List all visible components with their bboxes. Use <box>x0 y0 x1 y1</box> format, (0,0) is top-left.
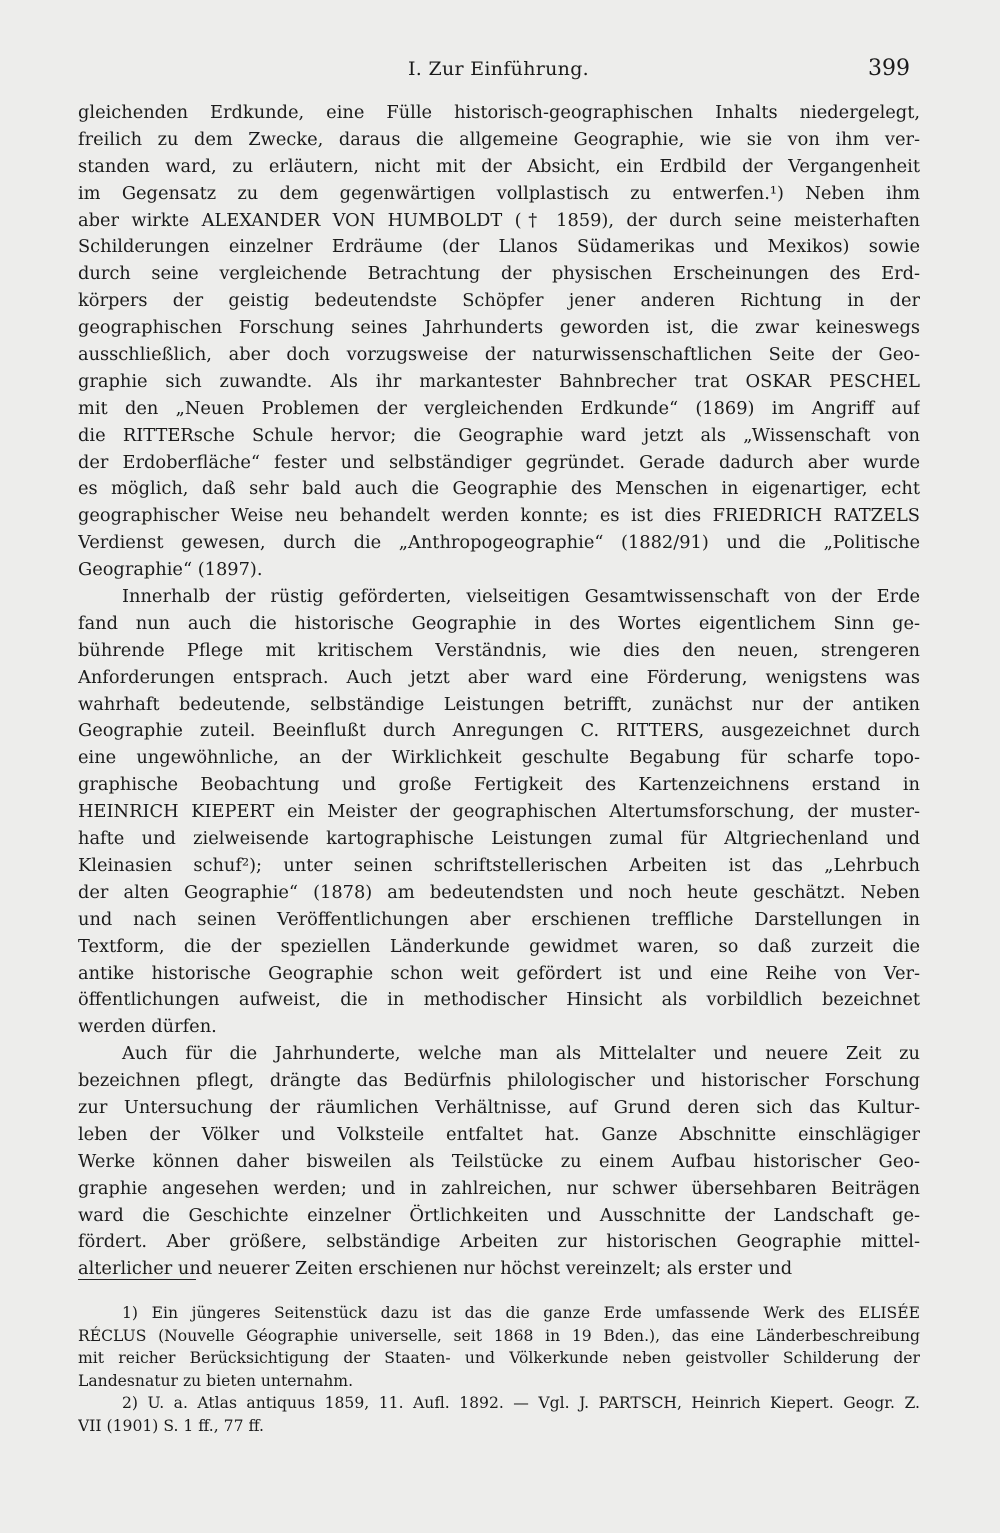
body-line: zur Untersuchung der räumlichen Verhältnisse, auf Grund deren sich das Kultur- <box>78 1096 920 1118</box>
body-line: Anforderungen entsprach. Auch jetzt aber ward eine Förderung, wenigstens was <box>78 666 920 688</box>
body-line: Geographie zuteil. Beeinflußt durch Anregungen C. RITTERS, ausgezeichnet durch <box>78 720 920 742</box>
body-line: HEINRICH KIEPERT ein Meister der geographischen Altertumsforschung, der muster- <box>78 801 920 823</box>
body-line: alterlicher und neuerer Zeiten erschienen nur höchst vereinzelt; als erster und <box>78 1258 793 1280</box>
body-line: bührende Pflege mit kritischem Verständnis, wie dies den neuen, strengeren <box>78 639 920 661</box>
body-line: aber wirkte ALEXANDER VON HUMBOLDT († 1859), der durch seine meisterhaften <box>78 209 920 231</box>
body-line: durch seine vergleichende Betrachtung der physischen Erscheinungen des Erd- <box>78 263 920 285</box>
body-line: die RITTERsche Schule hervor; die Geographie ward jetzt als „Wissenschaft von <box>78 424 920 446</box>
body-line: gleichenden Erdkunde, eine Fülle historisch-geographischen Inhalts niedergelegt, <box>78 102 920 123</box>
body-line: graphie sich zuwandte. Als ihr markantester Bahnbrecher trat OSKAR PESCHEL <box>78 370 920 392</box>
body-line: im Gegensatz zu dem gegenwärtigen vollplastisch zu entwerfen.¹) Neben ihm <box>78 182 920 204</box>
body-line: Werke können daher bisweilen als Teilstücke zu einem Aufbau historischer Geo- <box>78 1150 920 1172</box>
body-text <box>78 100 920 1283</box>
body-line: graphie angesehen werden; und in zahlreichen, nur schwer übersehbaren Beiträgen <box>78 1177 920 1199</box>
body-line: eine ungewöhnliche, an der Wirklichkeit geschulte Begabung für scharfe topo- <box>78 747 920 769</box>
body-line: ausschließlich, aber doch vorzugsweise der naturwissenschaftlichen Seite der Geo- <box>78 344 920 366</box>
body-line: ward die Geschichte einzelner Örtlichkeiten und Ausschnitte der Landschaft ge- <box>78 1204 920 1226</box>
page-header <box>78 56 918 88</box>
page-number: 399 <box>868 56 910 81</box>
footnotes <box>78 1302 920 1438</box>
body-line: Textform, die der speziellen Länderkunde gewidmet waren, so daß zurzeit die <box>78 935 920 957</box>
body-line: Kleinasien schuf²); unter seinen schriftstellerischen Arbeiten ist das „Lehrbuch <box>78 854 920 876</box>
body-line: Geographie“ (1897). <box>78 559 263 581</box>
body-line: fördert. Aber größere, selbständige Arbeiten zur historischen Geographie mittel- <box>78 1231 920 1253</box>
footnote-line: RÉCLUS (Nouvelle Géographie universelle, seit 1868 in 19 Bden.), das eine Länderbeschreibung <box>78 1326 920 1345</box>
body-line: antike historische Geographie schon weit gefördert ist und eine Reihe von Ver- <box>78 962 920 984</box>
body-line: geographischer Weise neu behandelt werden konnte; es ist dies FRIEDRICH RATZELS <box>78 505 920 527</box>
footnote-line: mit reicher Berücksichtigung der Staaten- und Völkerkunde neben geistvoller Schilderung der <box>78 1349 920 1368</box>
body-line: bezeichnen pflegt, drängte das Bedürfnis philologischer und historischer Forschung <box>78 1070 920 1092</box>
body-line: der alten Geographie“ (1878) am bedeutendsten und noch heute geschätzt. Neben <box>78 881 920 903</box>
body-line: standen ward, zu erläutern, nicht mit der Absicht, ein Erdbild der Vergangenheit <box>78 155 920 177</box>
body-line: leben der Völker und Volksteile entfaltet hat. Ganze Abschnitte einschlägiger <box>78 1123 920 1145</box>
body-line: freilich zu dem Zwecke, daraus die allgemeine Geographie, wie sie von ihm ver- <box>78 128 920 150</box>
body-line: und nach seinen Veröffentlichungen aber erschienen treffliche Darstellungen in <box>78 908 920 930</box>
body-line: öffentlichungen aufweist, die in methodischer Hinsicht als vorbildlich bezeichnet <box>78 989 920 1011</box>
body-line: graphische Beobachtung und große Fertigkeit des Kartenzeichnens erstand in <box>78 774 920 796</box>
body-line: Schilderungen einzelner Erdräume (der Llanos Südamerikas und Mexikos) sowie <box>78 236 920 258</box>
body-line: fand nun auch die historische Geographie in des Wortes eigentlichem Sinn ge- <box>78 612 920 634</box>
body-line: werden dürfen. <box>78 1016 217 1038</box>
body-line: körpers der geistig bedeutendste Schöpfer jener anderen Richtung in der <box>78 290 920 312</box>
body-line: wahrhaft bedeutende, selbständige Leistungen betrifft, zunächst nur der antiken <box>78 693 920 715</box>
body-line: Verdienst gewesen, durch die „Anthropogeographie“ (1882/91) und die „Politische <box>78 532 920 554</box>
running-title: I. Zur Einführung. <box>408 58 589 80</box>
body-line: der Erdoberfläche“ fester und selbständiger gegründet. Gerade dadurch aber wurde <box>78 451 920 473</box>
footnote-line: Landesnatur zu bieten unternahm. <box>78 1371 354 1390</box>
footnote-line: VII (1901) S. 1 ff., 77 ff. <box>78 1416 264 1435</box>
footnote-line: 1) Ein jüngeres Seitenstück dazu ist das die ganze Erde umfassende Werk des ELISÉE <box>122 1304 920 1322</box>
body-line: hafte und zielweisende kartographische Leistungen zumal für Altgriechenland und <box>78 828 920 850</box>
body-line: Auch für die Jahrhunderte, welche man als Mittelalter und neuere Zeit zu <box>122 1043 920 1065</box>
footnote-line: 2) U. a. Atlas antiquus 1859, 11. Aufl. 1892. — Vgl. J. PARTSCH, Heinrich Kiepert. Geogr. Z. <box>122 1394 920 1413</box>
footnote-separator <box>78 1279 196 1280</box>
body-line: mit den „Neuen Problemen der vergleichenden Erdkunde“ (1869) im Angriff auf <box>78 397 920 419</box>
body-line: es möglich, daß sehr bald auch die Geographie des Menschen in eigenartiger, echt <box>78 478 920 500</box>
body-line: Innerhalb der rüstig geförderten, vielseitigen Gesamtwissenschaft von der Erde <box>122 586 920 608</box>
body-line: geographischen Forschung seines Jahrhunderts geworden ist, die zwar keineswegs <box>78 317 920 339</box>
